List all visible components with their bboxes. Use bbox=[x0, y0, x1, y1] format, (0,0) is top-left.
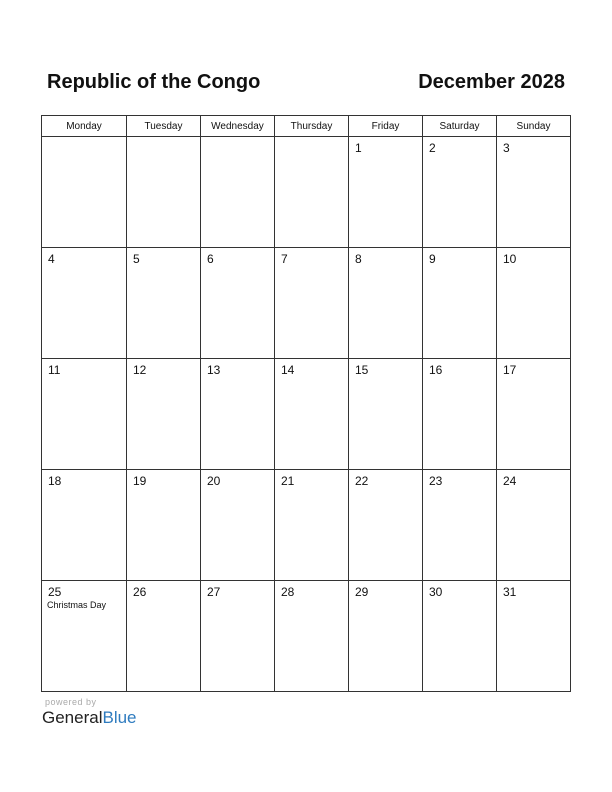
week-row bbox=[42, 137, 571, 248]
day-number: 4 bbox=[48, 252, 55, 266]
day-cell bbox=[497, 581, 571, 692]
day-number: 17 bbox=[503, 363, 517, 377]
day-number: 7 bbox=[281, 252, 288, 266]
day-number: 13 bbox=[207, 363, 221, 377]
day-number: 31 bbox=[503, 585, 517, 599]
day-cell bbox=[349, 137, 423, 248]
day-number: 29 bbox=[355, 585, 369, 599]
day-number: 21 bbox=[281, 474, 295, 488]
country-title: Republic of the Congo bbox=[47, 71, 261, 93]
weekday-thursday: Thursday bbox=[275, 116, 349, 137]
day-number: 26 bbox=[133, 585, 147, 599]
day-number: 19 bbox=[133, 474, 147, 488]
day-cell bbox=[127, 470, 201, 581]
day-cell bbox=[127, 359, 201, 470]
weekday-friday: Friday bbox=[349, 116, 423, 137]
day-number: 8 bbox=[355, 252, 362, 266]
day-cell bbox=[497, 248, 571, 359]
day-cell bbox=[423, 581, 497, 692]
weekday-tuesday: Tuesday bbox=[127, 116, 201, 137]
day-number: 22 bbox=[355, 474, 369, 488]
weekday-monday: Monday bbox=[42, 116, 127, 137]
day-number: 28 bbox=[281, 585, 295, 599]
month-year-title: December 2028 bbox=[418, 71, 565, 93]
day-number: 18 bbox=[48, 474, 62, 488]
day-cell bbox=[423, 248, 497, 359]
day-cell bbox=[127, 248, 201, 359]
day-number: 5 bbox=[133, 252, 140, 266]
day-cell bbox=[201, 581, 275, 692]
day-number: 3 bbox=[503, 141, 510, 155]
day-cell bbox=[201, 137, 275, 248]
day-number: 9 bbox=[429, 252, 436, 266]
week-row bbox=[42, 581, 571, 692]
day-cell bbox=[275, 137, 349, 248]
day-cell bbox=[201, 248, 275, 359]
day-cell bbox=[349, 581, 423, 692]
day-number: 15 bbox=[355, 363, 369, 377]
day-cell bbox=[127, 581, 201, 692]
day-number: 16 bbox=[429, 363, 443, 377]
day-cell bbox=[275, 581, 349, 692]
week-row bbox=[42, 470, 571, 581]
weekday-sunday: Sunday bbox=[497, 116, 571, 137]
weekday-header-row bbox=[42, 116, 571, 137]
day-cell bbox=[201, 359, 275, 470]
day-number: 25 bbox=[48, 585, 62, 599]
day-cell bbox=[497, 359, 571, 470]
day-cell bbox=[349, 248, 423, 359]
day-cell bbox=[42, 359, 127, 470]
week-row bbox=[42, 248, 571, 359]
day-cell bbox=[275, 470, 349, 581]
holiday-label: Christmas Day bbox=[47, 600, 107, 610]
day-cell bbox=[42, 581, 127, 692]
day-cell bbox=[275, 248, 349, 359]
day-cell bbox=[497, 470, 571, 581]
day-number: 1 bbox=[355, 141, 362, 155]
day-number: 27 bbox=[207, 585, 221, 599]
day-cell bbox=[42, 137, 127, 248]
day-cell bbox=[201, 470, 275, 581]
day-cell bbox=[423, 470, 497, 581]
powered-by-text: powered by bbox=[45, 697, 97, 707]
brand-blue-text: Blue bbox=[102, 708, 137, 727]
day-number: 2 bbox=[429, 141, 436, 155]
day-cell bbox=[423, 137, 497, 248]
day-cell bbox=[497, 137, 571, 248]
day-cell bbox=[42, 248, 127, 359]
calendar-grid bbox=[41, 115, 571, 692]
day-number: 14 bbox=[281, 363, 295, 377]
generalblue-logo[interactable] bbox=[42, 708, 137, 728]
day-number: 10 bbox=[503, 252, 517, 266]
brand-general-text: General bbox=[42, 708, 103, 727]
day-cell bbox=[42, 470, 127, 581]
weekday-wednesday: Wednesday bbox=[201, 116, 275, 137]
day-cell bbox=[423, 359, 497, 470]
day-number: 24 bbox=[503, 474, 517, 488]
weekday-saturday: Saturday bbox=[423, 116, 497, 137]
day-cell bbox=[127, 137, 201, 248]
week-row bbox=[42, 359, 571, 470]
day-number: 12 bbox=[133, 363, 147, 377]
day-number: 20 bbox=[207, 474, 221, 488]
day-number: 11 bbox=[48, 363, 61, 377]
day-number: 30 bbox=[429, 585, 443, 599]
day-number: 6 bbox=[207, 252, 214, 266]
day-number: 23 bbox=[429, 474, 443, 488]
day-cell bbox=[349, 359, 423, 470]
day-cell bbox=[275, 359, 349, 470]
day-cell bbox=[349, 470, 423, 581]
